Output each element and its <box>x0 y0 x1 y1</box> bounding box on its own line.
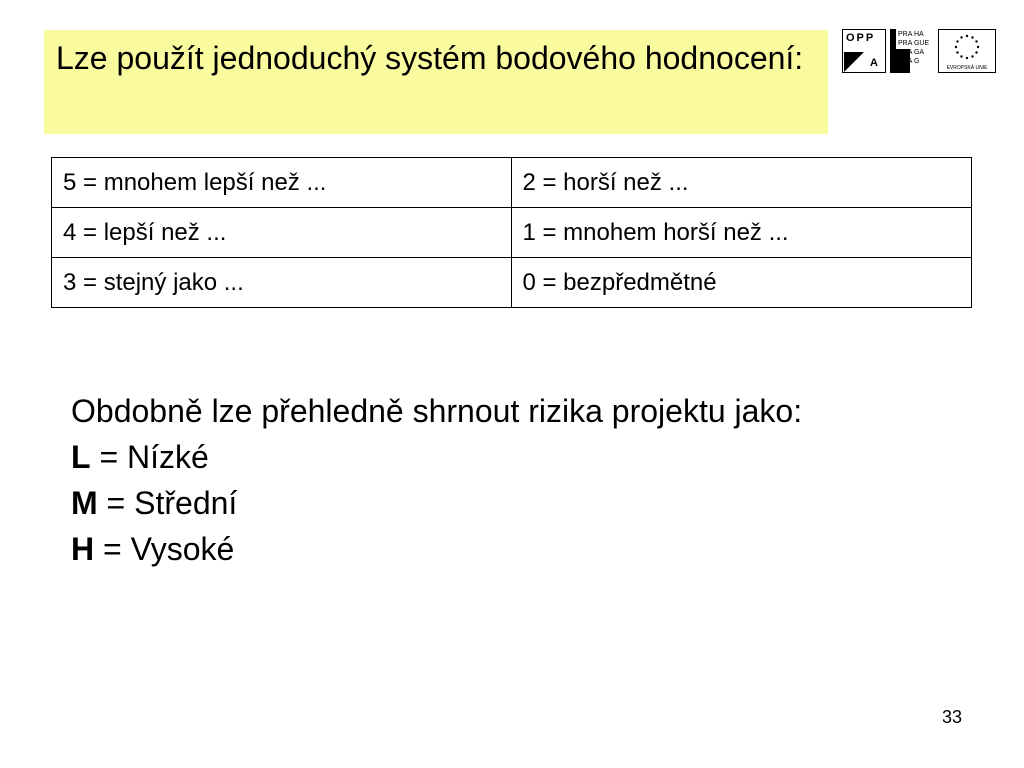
page-number: 33 <box>941 707 962 727</box>
oppa-logo <box>842 29 886 73</box>
eu-flag-logo <box>938 29 996 73</box>
risk-code: M <box>71 485 98 521</box>
table-cell: 4 = lepší než ... <box>52 208 512 258</box>
risk-label: = Nízké <box>99 439 209 475</box>
risk-label: = Střední <box>106 485 238 521</box>
table-cell: 3 = stejný jako ... <box>52 258 512 308</box>
risk-item-low <box>71 434 959 480</box>
risk-code: L <box>71 439 91 475</box>
risk-label: = Vysoké <box>103 531 235 567</box>
title-box <box>44 30 828 134</box>
table-row <box>52 158 972 208</box>
oppa-triangle-icon <box>844 52 864 72</box>
risk-section <box>71 388 959 572</box>
slide-title: Lze použít jednoduchý systém bodového hodnocení: <box>56 40 804 76</box>
eu-logo-label: EVROPSKÁ UNIE <box>946 65 988 71</box>
rating-scale-table <box>51 157 972 308</box>
table-row <box>52 208 972 258</box>
praha-logo <box>890 29 930 73</box>
logo-group <box>842 29 998 75</box>
eu-stars-icon <box>953 33 981 61</box>
table-cell: 2 = horší než ... <box>512 158 972 208</box>
risk-code: H <box>71 531 95 567</box>
praha-logo-text: PRA HA PRA GUE PRA GA PRA G <box>898 31 930 65</box>
risk-item-high <box>71 526 959 572</box>
oppa-logo-text: OPP <box>846 32 876 44</box>
table-row <box>52 258 972 308</box>
oppa-logo-text-a: A <box>870 57 878 69</box>
table-cell: 5 = mnohem lepší než ... <box>52 158 512 208</box>
table-cell: 1 = mnohem horší než ... <box>512 208 972 258</box>
table-cell: 0 = bezpředmětné <box>512 258 972 308</box>
risk-intro-text: Obdobně lze přehledně shrnout rizika projektu jako: <box>71 393 803 429</box>
risk-item-medium <box>71 480 959 526</box>
